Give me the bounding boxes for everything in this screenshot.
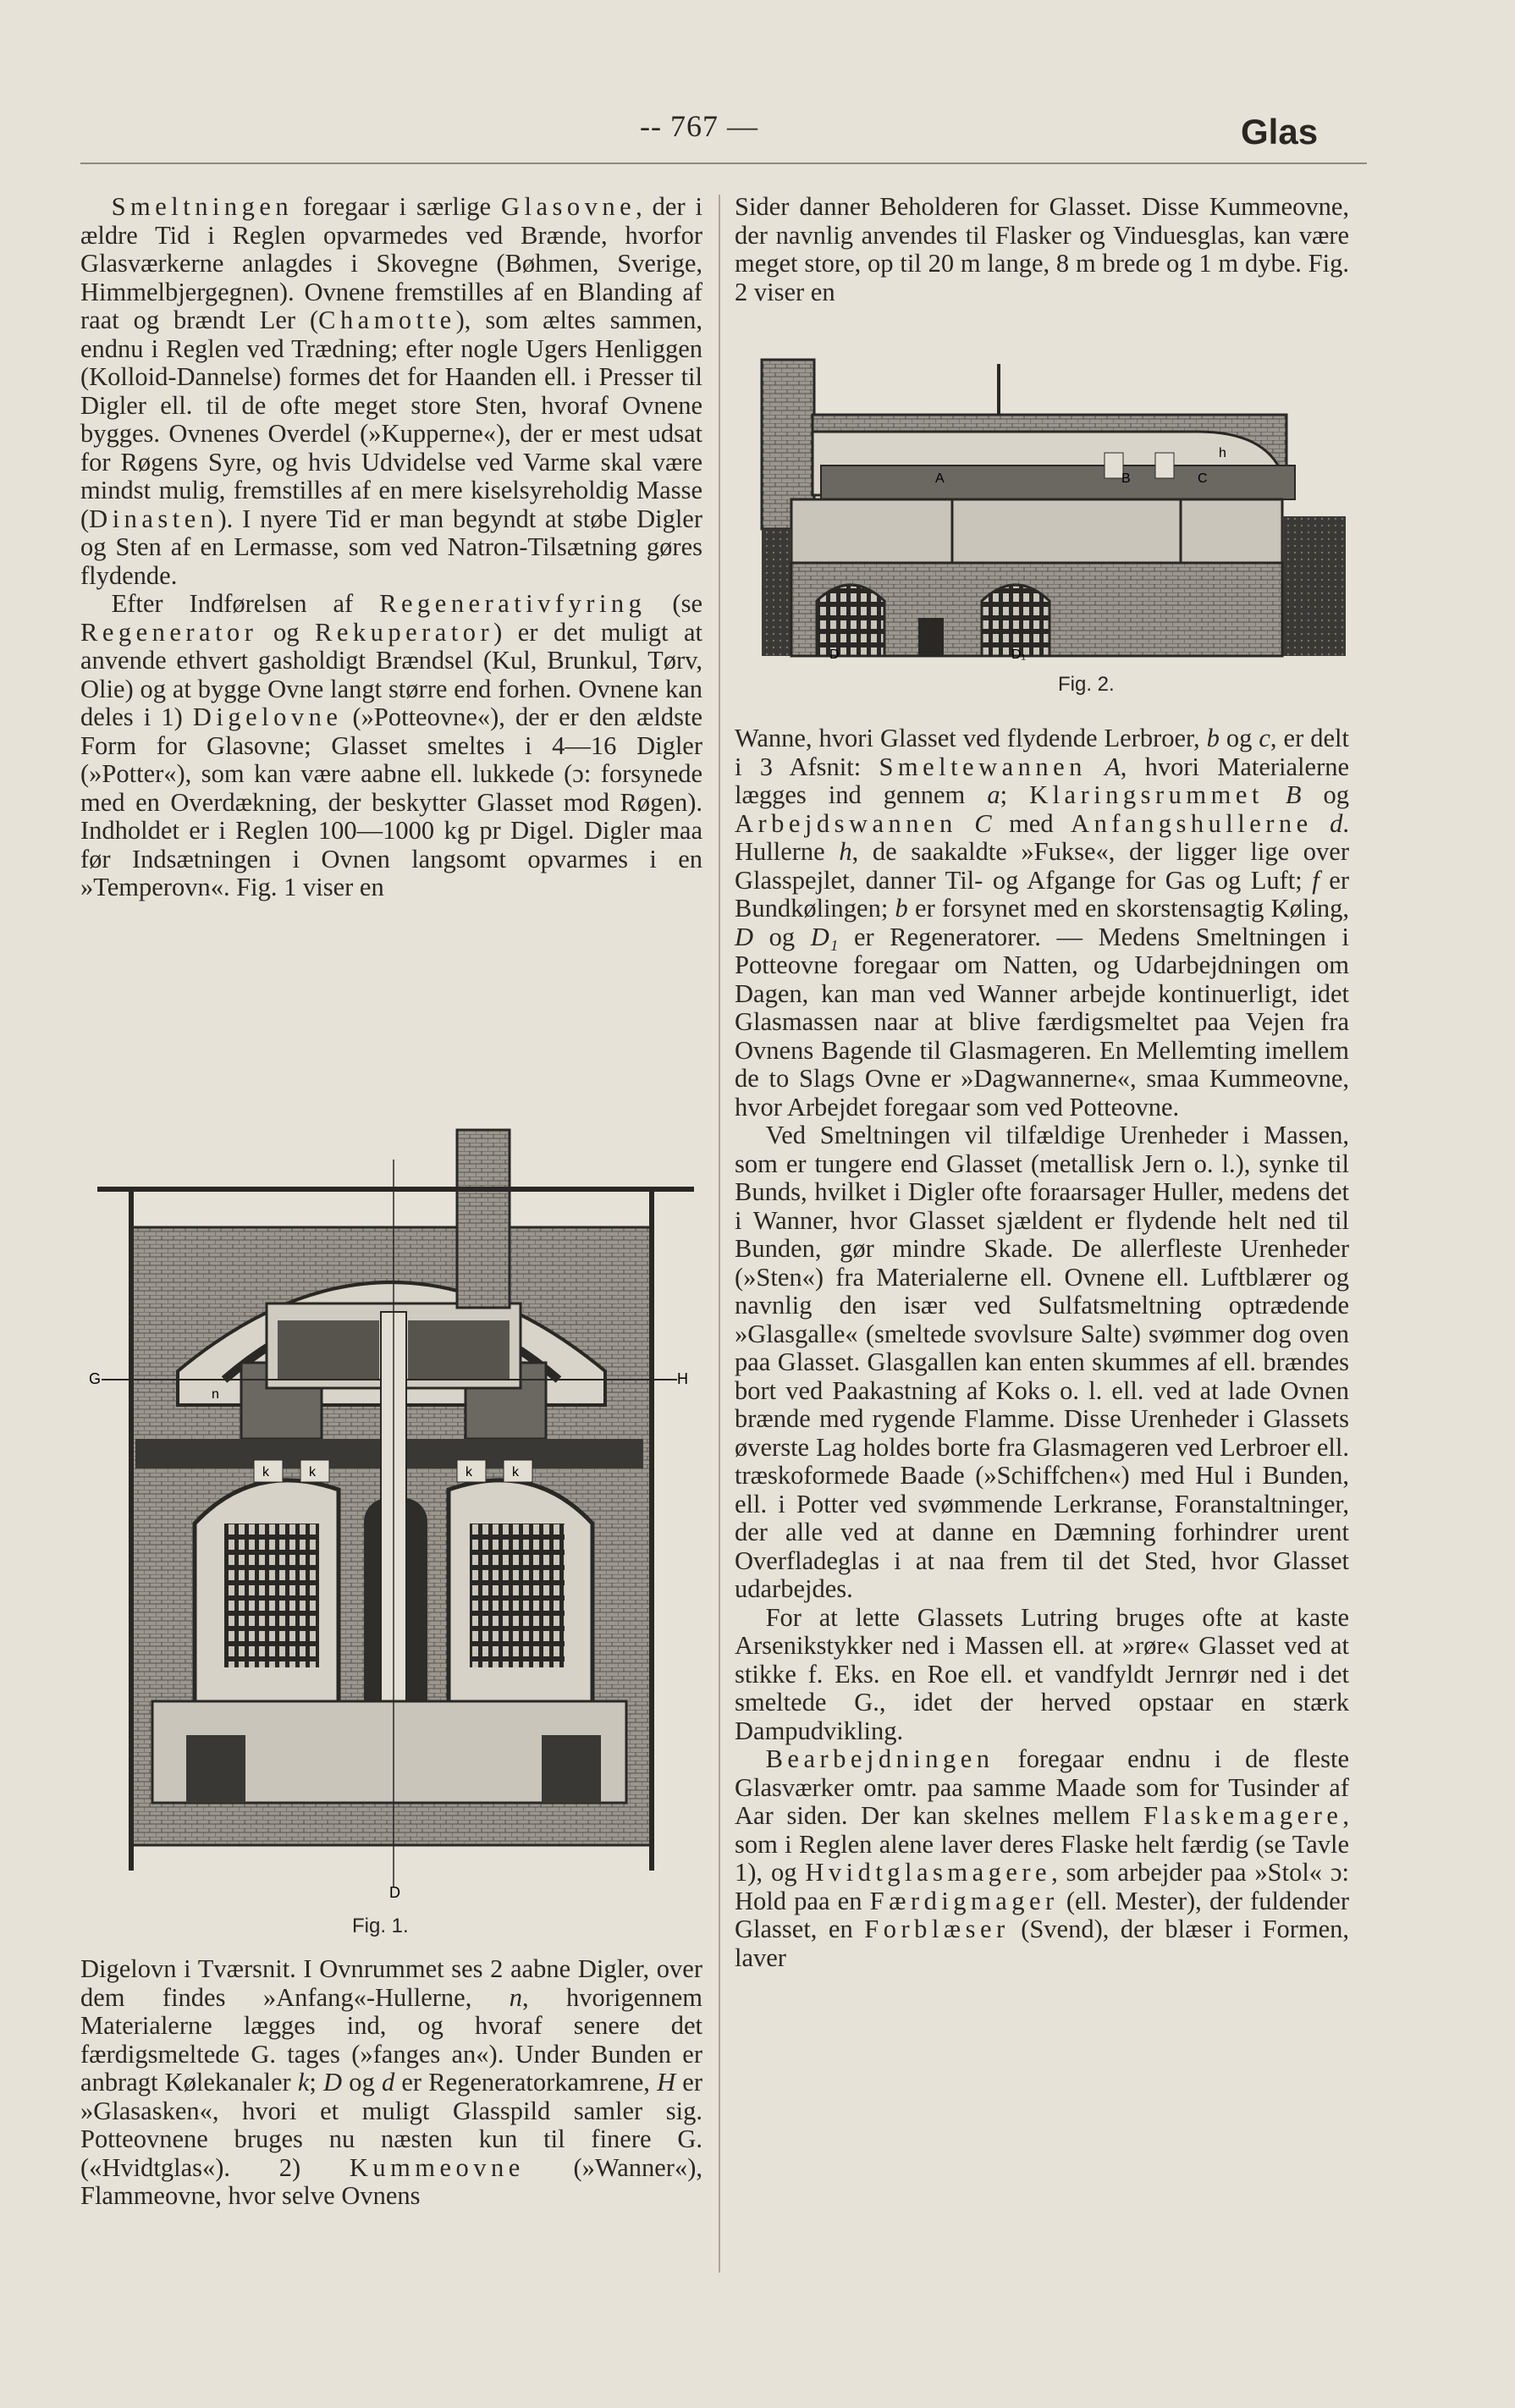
text-run: , som i Reglen alene laver deres Flaske helt færdig (se Tavle 1), og — [735, 1801, 1349, 1887]
text-run: ), som æltes sammen, endnu i Reglen ved Trædning; efter nogle Ugers Henliggen (Kolloid-Dannelse) formes det for Haanden ell. i Presser til Digler ell. til de ofte meget store Sten, hvoraf Ovnene bygges. Ovnenes Overdel (»Kupperne«), der er mest udsat for Røgens Syre, og hvis Udvidelse ved Varme skal være mindst mulig, fremstilles af en mere kiselsyreholdig Masse ( — [80, 306, 702, 533]
fig2-label-C: C — [1198, 471, 1208, 486]
fig2-label-A: A — [935, 471, 945, 486]
spaced-term: Bearbejdningen — [765, 1744, 994, 1773]
fig2-label-D: D — [829, 647, 840, 662]
text-run: . Hullerne — [735, 808, 1350, 866]
paragraph — [735, 193, 1349, 306]
text-run: , der i ældre Tid i Reglen opvarmedes ved Brænde, hvorfor Glasværkerne anlagdes i Skovegne (Bøhmen, Sverige, Himmelbjergegnen). Ovnene fremstilles af en Blanding af raat og brændt Ler ( — [80, 192, 702, 334]
spaced-term: Forblæser — [864, 1915, 1010, 1943]
spaced-term: Regenerativfyring — [379, 589, 647, 618]
running-head: Glas — [1241, 112, 1319, 152]
spaced-term: Hvidtglasmagere — [805, 1858, 1052, 1887]
italic-symbol: H — [657, 2068, 676, 2097]
figure-2-caption: Fig. 2. — [1058, 673, 1115, 696]
spaced-term: Arbejdswannen — [735, 808, 957, 838]
text-run: For at lette Glassets Lutring bruges ofte at kaste Arsenikstykker ned i Massen ell. at »røre« Glasset ved at stikke f. Eks. en Roe ell. et vandfyldt Jernrør ned i det smeltede G., idet der herved opstaar en stærk Dampudvikling. — [735, 1602, 1349, 1745]
text-run — [1087, 752, 1105, 781]
spaced-term: Rekuperator — [314, 617, 494, 647]
text-run: (Svend), der blæser i Formen, laver — [735, 1915, 1350, 1972]
text-run: , som arbejder paa »Stol« ɔ: Hold paa en — [735, 1858, 1349, 1915]
paragraph — [80, 590, 702, 902]
italic-symbol: n — [509, 1982, 523, 2012]
spaced-term: Færdigmager — [869, 1886, 1059, 1915]
spaced-term: Dinasten — [89, 504, 218, 533]
header-rule — [80, 163, 1367, 164]
text-run: er forsynet med en skorstensagtig Køling, — [907, 894, 1349, 923]
fig1-label-k: k — [309, 1465, 316, 1480]
left-column-top — [80, 193, 702, 902]
figure-1-digelovn — [85, 1126, 707, 1900]
fig2-label-D1: D₁ — [1011, 647, 1026, 662]
italic-symbol: d — [381, 2068, 395, 2097]
spaced-term: Smeltewannen — [879, 752, 1087, 781]
text-run — [1313, 809, 1330, 838]
right-column-top — [735, 193, 1349, 306]
italic-symbol: a — [987, 780, 1000, 809]
fig1-label-H: H — [677, 1370, 688, 1387]
text-run: foregaar i særlige — [293, 192, 501, 221]
spaced-term: Anfangshullerne — [1071, 808, 1313, 838]
text-run: Efter Indførelsen af — [111, 589, 380, 618]
spaced-term: Digelovne — [192, 703, 343, 731]
text-run: Sider danner Beholderen for Glasset. Disse Kummeovne, der navnlig anvendes til Flasker og Vinduesglas, kan være meget store, op til 20 m lange, 8 m brede og 1 m dybe. Fig. 2 viser en — [735, 192, 1349, 306]
paragraph — [735, 1604, 1349, 1746]
italic-symbol: C — [974, 808, 992, 838]
text-run: er »Glasasken«, hvori et muligt Glasspild samler sig. Potteovnene bruges nu næsten kun til finere G. («Hvidtglas«). 2) — [80, 2068, 702, 2182]
fig1-label-k: k — [262, 1465, 269, 1480]
page-number: -- 767 — — [640, 109, 758, 143]
paragraph — [80, 1955, 702, 2211]
text-run: og — [342, 2068, 382, 2097]
italic-symbol: d — [1330, 808, 1343, 838]
text-run: ). I nyere Tid er man begyndt at støbe Digler og Sten af en Lermasse, som ved Natron-Tilsætning gøres flydende. — [80, 504, 702, 590]
spaced-term: Kummeovne — [349, 2152, 525, 2182]
spaced-term: Regenerator — [80, 617, 258, 647]
italic-symbol: f — [1312, 865, 1319, 895]
text-run: , de saakaldte »Fukse«, der ligger lige over Glasspejlet, danner Til- og Afgange for Gas og Luft; — [735, 837, 1349, 895]
text-run: , er delt i 3 Afsnit: — [735, 724, 1349, 781]
text-run: , hvori Materialerne lægges ind gennem — [735, 752, 1350, 809]
text-run: og — [1219, 724, 1259, 752]
spaced-term: Chamotte — [318, 306, 456, 334]
text-run: Wanne, hvori Glasset ved flydende Lerbroer, — [735, 724, 1207, 752]
text-run: og — [753, 922, 811, 951]
figure-1-caption: Fig. 1. — [352, 1915, 409, 1937]
text-run: og — [257, 617, 315, 647]
text-run: ; — [309, 2068, 324, 2097]
italic-symbol: k — [297, 2068, 310, 2097]
text-run: ; — [1000, 780, 1030, 809]
text-run: (»Wanner«), Flammeovne, hvor selve Ovnens — [80, 2152, 702, 2210]
fig1-label-k: k — [466, 1465, 472, 1480]
text-run: (ell. Mester), der fuldender Glasset, en — [735, 1886, 1349, 1943]
italic-symbol: h — [839, 837, 852, 866]
column-divider — [719, 195, 720, 2273]
text-run: er Bundkølingen; — [735, 865, 1350, 923]
italic-symbol: D — [323, 2068, 343, 2097]
text-run: ) er det muligt at anvende ethvert gasholdigt Brændsel (Kul, Brunkul, Tørv, Olie) og at bygge Ovne langt større end forhen. Ovnene kan deles i 1) — [80, 617, 702, 731]
paragraph — [735, 1745, 1349, 1972]
text-run: Digelovn i Tværsnit. I Ovnrummet ses 2 aabne Digler, over dem findes »Anfang«-Hullerne, — [80, 1954, 702, 2012]
italic-symbol: B — [1285, 780, 1302, 809]
italic-symbol: b — [895, 894, 908, 923]
left-column-bottom — [80, 1955, 702, 2211]
text-run: med — [991, 808, 1072, 838]
fig1-label-D: D — [389, 1884, 400, 1900]
fig2-label-B: B — [1121, 471, 1131, 486]
text-run: Ved Smeltningen vil tilfældige Urenheder i Massen, som er tungere end Glasset (metallisk Jern o. l.), synke til Bunds, hvilket i Digler ofte foraarsager Huller, medens det i Wanner, hvor Glasset sjældent er flydende helt ned til Bunden, gør mindre Skade. De allerfleste Urenheder (»Sten«) fra Materialerne ell. Ovnene ell. Luftblærer og navnlig den især ved Sulfatsmeltning optrædende »Glasgalle« (smeltede svovlsure Salte) svømmer dog oven paa Glasset. Glasgallen kan enten skummes af ell. brændes bort ved Paakastning af Koks o. l. ell. ved at lade Ovnen brænde med rygende Flamme. Disse Urenheder i Glassets øverste Lag holdes borte fra Glasmageren ved Lerbroer ell. træskoformede Baade (»Schiffchen«) med Hul i Bunden, ell. i Potter ved svømmende Lerkranse, Foranstaltninger, der alle ved at danne en Dæmning forhindrer urent Overfladeglas i at naa frem til det Sted, hvor Glasset udarbejdes. — [735, 1121, 1349, 1603]
text-run: og — [1301, 780, 1350, 809]
spaced-term: Glasovne — [501, 192, 636, 221]
figure-1-drawing — [85, 1126, 707, 1900]
spaced-term: Klaringsrummet — [1029, 780, 1264, 809]
italic-symbol: D₁ — [810, 922, 839, 951]
spaced-term: Smeltningen — [111, 192, 294, 221]
text-run: foregaar endnu i de fleste Glasværker omtr. paa samme Maade som for Tusinder af Aar siden. Der kan skelnes mellem — [735, 1744, 1349, 1830]
text-run: er Regeneratorer. — Medens Smeltningen i Potteovne foregaar om Natten, og Udarbejdningen om Dagen, kan man ved Wanner arbejde kontinuerligt, idet Glasmassen naar at blive færdigsmeltet paa Vejen fra Ovnens Bagende til Glasmageren. En Mellemting imellem de to Slags Ovne er »Dagwannerne«, smaa Kummeovne, hvor Arbejdet foregaar som ved Potteovne. — [735, 922, 1349, 1121]
text-run: (se — [646, 589, 702, 618]
right-column-bottom — [735, 725, 1349, 1972]
paragraph — [80, 193, 702, 590]
text-run: (»Potteovne«), der er den ældste Form for Glasovne; Glasset smeltes i 4—16 Digler (»Potter«), som kan være aabne ell. lukkede (ɔ: forsynede med en Overdækning, der beskytter Glasset mod Røgen). Indholdet er i Reglen 100—1000 kg pr Digel. Digler maa før Indsætningen i Ovnen langsomt opvarmes i en »Temperovn«. Fig. 1 viser en — [80, 703, 702, 901]
figure-2-drawing — [758, 347, 1350, 664]
fig2-label-h: h — [1219, 446, 1226, 460]
text-run — [957, 809, 974, 838]
text-run — [1264, 780, 1286, 809]
italic-symbol: c — [1259, 724, 1270, 752]
paragraph — [735, 725, 1349, 1121]
fig1-label-k: k — [512, 1465, 519, 1480]
italic-symbol: b — [1206, 724, 1220, 752]
text-run: er Regeneratorkamrene, — [394, 2068, 658, 2097]
fig1-label-G: G — [89, 1370, 102, 1387]
italic-symbol: A — [1105, 752, 1121, 781]
spaced-term: Flaskemagere — [1143, 1801, 1343, 1830]
italic-symbol: D — [735, 922, 754, 951]
figure-2-wanne — [758, 347, 1350, 664]
fig1-label-n: n — [212, 1387, 219, 1402]
paragraph — [735, 1121, 1349, 1604]
text-run: , hvorigennem Materialerne lægges ind, og hvoraf senere det færdigsmeltede G. tages (»fanges an«). Under Bunden er anbragt Kølekanaler — [80, 1982, 702, 2097]
